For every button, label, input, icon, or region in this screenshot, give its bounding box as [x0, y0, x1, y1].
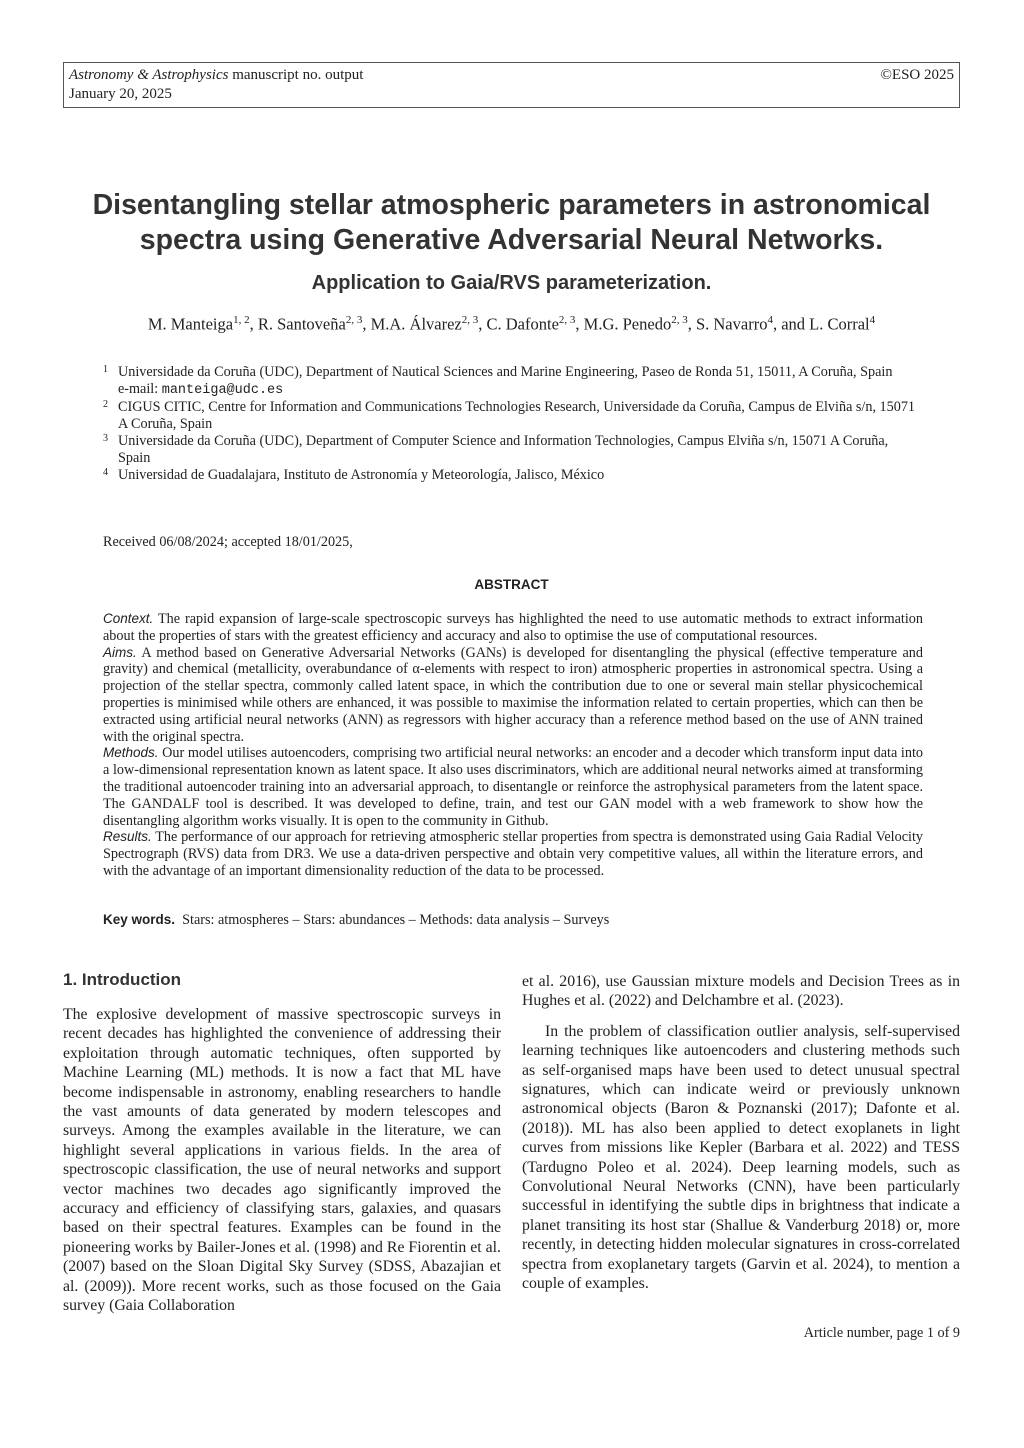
results-label: Results. — [103, 829, 152, 845]
author-affiliation-marker: 4 — [869, 314, 876, 326]
author-separator: , — [478, 314, 487, 334]
author-affiliation-marker: 2, 3 — [461, 314, 479, 326]
author-name: R. Santoveña — [257, 314, 346, 334]
copyright: ©ESO 2025 — [880, 67, 954, 83]
context-text: The rapid expansion of large-scale spectroscopic surveys has highlighted the need to use automatic methods to extract information about the properties of stars with the greatest efficiency and accuracy and also to optimise the use of computational resources. — [103, 611, 923, 644]
author-list — [63, 314, 960, 335]
affiliation-text: Universidad de Guadalajara, Instituto de Astronomía y Meteorología, Jalisco, México — [118, 467, 605, 483]
methods-text: Our model utilises autoencoders, comprising two artificial neural networks: an encoder and a decoder which transform input data into a low-dimensional representation known as latent space. It also uses discriminators, which are additional neural networks aimed at transforming the traditional autoencoder training into an adversarial approach, to disentangle or reinforce the astrophysical parameters from the latent space. The GANDALF tool is described. It was developed to define, train, and test our GAN model with a web framework to show how the disentangling algorithm works visually. It is open to the community in Github. — [103, 745, 923, 829]
author-affiliation-marker: 2, 3 — [671, 314, 688, 326]
author-separator: , and — [772, 314, 810, 334]
page-footer: Article number, page 1 of 9 — [803, 1325, 960, 1341]
author-name: S. Navarro — [695, 314, 768, 334]
abstract-context — [103, 611, 923, 645]
abstract-results — [103, 829, 923, 879]
aims-text: A method based on Generative Adversarial Networks (GANs) is developed for disentangling the physical (effective temperature and gravity) and chemical (metallicity, overabundance of α-elements with respect to iron) atmospheric properties in astronomical spectra. Using a projection of the stellar spectra, commonly called latent space, in which the contribution due to one or several main stellar physicochemical properties is minimised while others are enhanced, it was possible to maximise the information related to certain properties, which can then be extracted using artificial neural networks (ANN) as regressors with higher accuracy than a reference method based on the use of ANN trained with the original spectra. — [103, 644, 923, 745]
author-name: M.G. Penedo — [583, 314, 672, 334]
affiliation-text: Universidade da Coruña (UDC), Department of Nautical Sciences and Marine Engineering, Paseo de Ronda 51, 15011, A Coruña, Spain — [118, 364, 893, 380]
affiliation-number: 4 — [103, 467, 108, 478]
title-line-1: Disentangling stellar atmospheric parameters in astronomical — [92, 189, 931, 221]
abstract-aims — [103, 645, 923, 746]
author-affiliation-marker: 1, 2 — [233, 314, 250, 326]
methods-label: Methods. — [103, 745, 159, 761]
affiliation-text: CIGUS CITIC, Centre for Information and Communications Technologies Research, Universidade da Coruña, Campus de Elviña s/n, 15071 A Coruña, Spain — [118, 399, 916, 432]
paper-title — [63, 188, 960, 258]
left-column — [63, 1005, 501, 1316]
intro-paragraph-2: In the problem of classification outlier analysis, self-supervised learning techniques like autoencoders and clustering methods such as self-organised maps have been used to detect unusual spectral signatures, which can indicate weird or previously unknown astronomical objects (Baron & Poznanski (2017); Dafonte et al. (2018)). ML has also been applied to detect exoplanets in light curves from missions like Kepler (Barbara et al. 2022) and TESS (Tardugno Poleo et al. 2024). Deep learning models, such as Convolutional Neural Networks (CNN), have been particularly successful in identifying the subtle dips in brightness that indicate a planet transiting its host star (Shallue & Vanderburg 2018) or, more recently, in detecting hidden molecular signatures in cross-correlated spectra from exoplanetary targets (Garvin et al. 2024), to mention a couple of examples. — [522, 1022, 960, 1293]
email-label: e-mail: — [118, 381, 162, 397]
abstract-heading: ABSTRACT — [474, 577, 549, 592]
author-separator: , — [362, 314, 371, 334]
right-column — [522, 972, 960, 1294]
author-name: M.A. Álvarez — [370, 314, 462, 334]
aims-label: Aims. — [103, 644, 137, 660]
section-heading: 1. Introduction — [63, 970, 182, 989]
affiliation-2 — [103, 399, 923, 433]
author-affiliation-marker: 2, 3 — [558, 314, 576, 326]
manuscript-label: manuscript no. output — [228, 67, 364, 83]
author-name: C. Dafonte — [486, 314, 559, 334]
author-separator: , — [249, 314, 258, 334]
author-affiliation-marker: 4 — [767, 314, 773, 326]
intro-paragraph-1: The explosive development of massive spectroscopic surveys in recent decades has highlighted the convenience of addressing their exploitation through automatic techniques, often supported by Machine Learning (ML) methods. It is now a fact that ML have become indispensable in astronomy, enabling researchers to handle the vast amounts of data generated by modern telescopes and surveys. Among the examples available in the literature, we can highlight several applications in various fields. In the area of spectroscopic classification, the use of neural networks and support vector machines two decades ago significantly improved the accuracy and efficiency of classifying stars, galaxies, and quasars based on their spectral features. Examples can be found in the pioneering works by Bailer-Jones et al. (1998) and Re Fiorentin et al. (2007) based on the Sloan Digital Sky Survey (SDSS, Abazajian et al. (2009)). More recent works, such as those focused on the Gaia survey (Gaia Collaboration — [63, 1006, 501, 1315]
abstract-methods — [103, 745, 923, 829]
author-separator: , — [575, 314, 584, 334]
keywords-text: Stars: atmospheres – Stars: abundances – Methods: data analysis – Surveys — [182, 912, 610, 928]
title-line-2: spectra using Generative Adversarial Neural Networks. — [139, 224, 884, 256]
paper-subtitle: Application to Gaia/RVS parameterization. — [311, 272, 712, 294]
affiliation-number: 2 — [103, 399, 108, 410]
affiliation-4 — [103, 467, 923, 484]
header-date: January 20, 2025 — [69, 86, 172, 102]
intro-paragraph-continued: et al. 2016), use Gaussian mixture models and Decision Trees as in Hughes et al. (2022) and Delchambre et al. (2023). — [522, 973, 960, 1010]
journal-name: Astronomy & Astrophysics — [69, 67, 229, 83]
abstract-body — [103, 611, 923, 880]
affiliation-number: 1 — [103, 364, 108, 375]
affiliation-3 — [103, 433, 923, 467]
author-affiliation-marker: 2, 3 — [345, 314, 363, 326]
author-name: L. Corral — [809, 314, 870, 334]
results-text: The performance of our approach for retrieving atmospheric stellar properties from spectra is demonstrated using Gaia Radial Velocity Spectrograph (RVS) data from DR3. We use a data-driven perspective and obtain very competitive values, all within the literature errors, and with the advantage of an important dimensionality reduction of the data to be processed. — [103, 829, 923, 879]
received-date: Received 06/08/2024; accepted 18/01/2025, — [103, 534, 353, 550]
keywords-label: Key words. — [103, 912, 176, 927]
email-link[interactable]: manteiga@udc.es — [161, 383, 284, 398]
author-name: M. Manteiga — [147, 314, 234, 334]
keywords — [103, 912, 609, 929]
affiliation-number: 3 — [103, 433, 108, 444]
author-separator: , — [687, 314, 696, 334]
journal-line — [69, 66, 363, 85]
manuscript-header — [63, 62, 960, 108]
affiliation-1 — [103, 364, 923, 399]
context-label: Context. — [103, 611, 154, 626]
affiliation-text: Universidade da Coruña (UDC), Department of Computer Science and Information Technologies, Campus Elviña s/n, 15071 A Coruña, Spain — [118, 433, 889, 466]
affiliations — [103, 364, 923, 484]
